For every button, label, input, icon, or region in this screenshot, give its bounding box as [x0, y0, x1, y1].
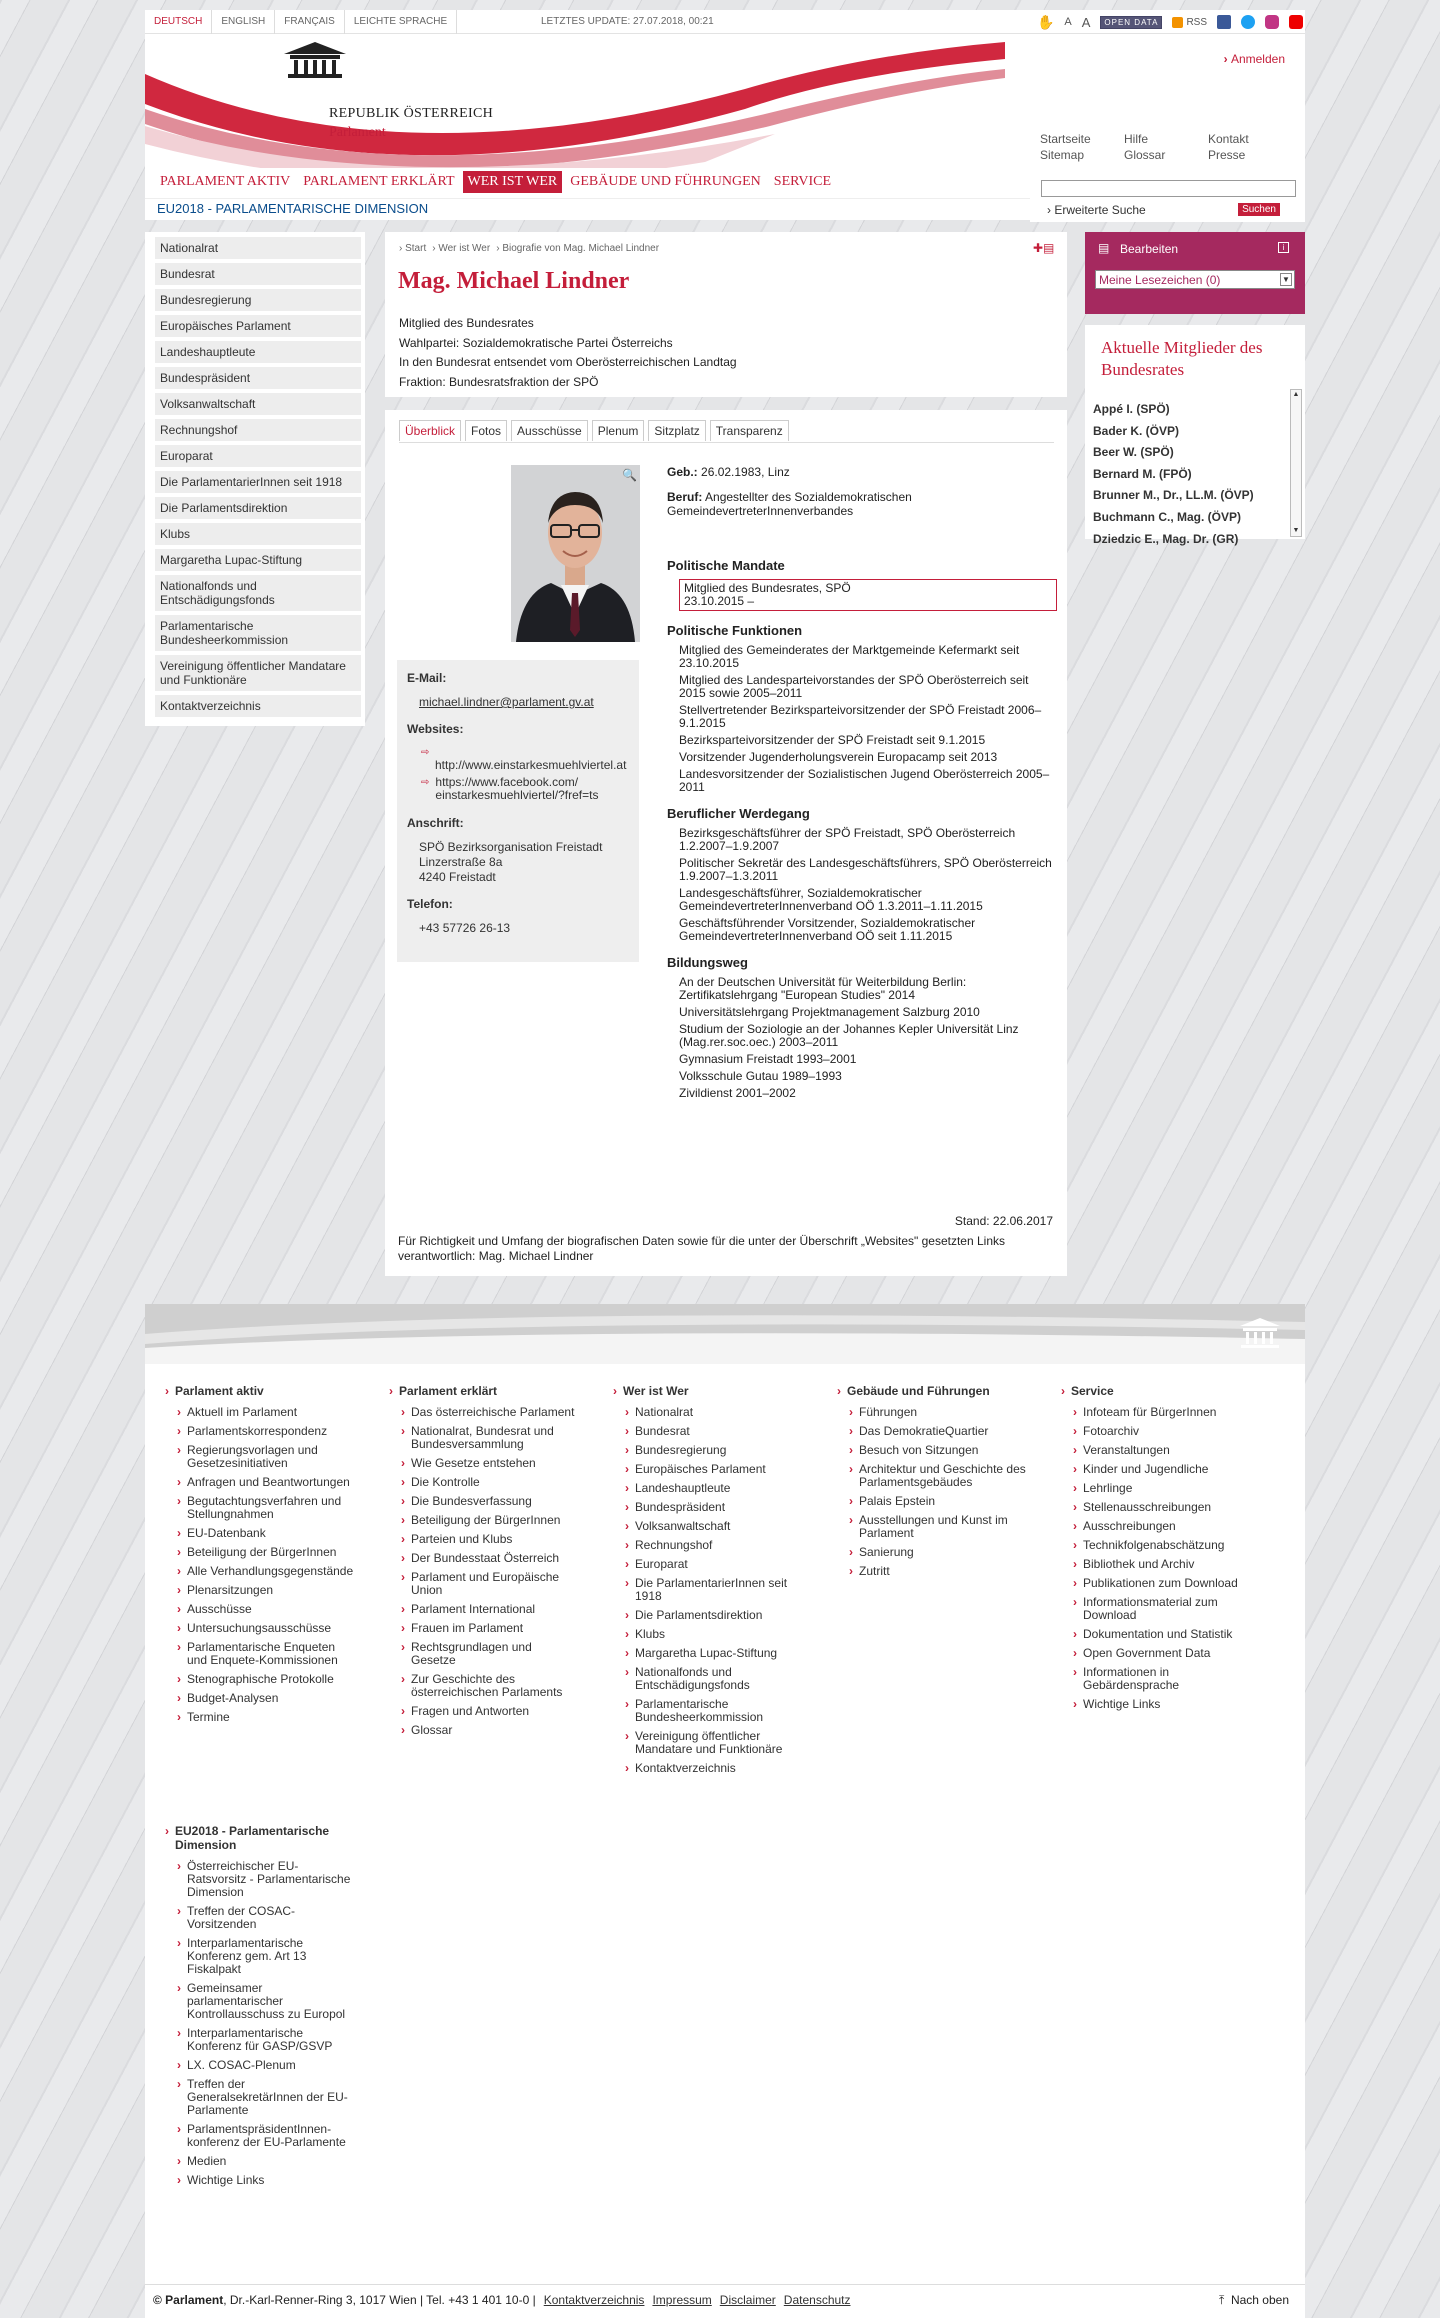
profile-info: [399, 314, 737, 392]
footer-link[interactable]: › Architektur und Geschichte des Parlamentsgebäudes: [837, 1463, 1027, 1489]
footer-link[interactable]: › Beteiligung der BürgerInnen: [165, 1546, 355, 1559]
facebook-icon[interactable]: [1217, 15, 1231, 29]
website-link[interactable]: http://www.einstarkesmuehlviertel.at: [435, 758, 627, 772]
footer-link[interactable]: › Parlamentarische Enqueten und Enquete-Kommissionen: [165, 1641, 355, 1667]
footer-link[interactable]: › Technikfolgenabschätzung: [1061, 1539, 1251, 1552]
mandate-line: Mitglied des Bundesrates, SPÖ: [684, 581, 851, 595]
link-startseite[interactable]: Startseite: [1040, 132, 1091, 146]
to-top-label: Nach oben: [1230, 2293, 1289, 2307]
login-label: Anmelden: [1230, 52, 1285, 66]
lang-deutsch[interactable]: DEUTSCH: [145, 10, 212, 34]
breadcrumb-item[interactable]: › Start: [399, 243, 427, 254]
lang-leichte-sprache[interactable]: LEICHTE SPRACHE: [345, 10, 457, 34]
footer-link[interactable]: › Sanierung: [837, 1546, 1027, 1559]
footer-heading[interactable]: › Parlament aktiv: [165, 1384, 355, 1398]
language-switcher: [145, 10, 457, 34]
footer-link[interactable]: › Parteien und Klubs: [389, 1533, 579, 1546]
nav-wer-ist-wer[interactable]: WER IST WER: [463, 171, 563, 193]
address-label: Anschrift:: [407, 816, 464, 830]
leftnav-item[interactable]: Europarat: [155, 445, 361, 467]
advanced-search-label: Erweiterte Suche: [1054, 203, 1146, 217]
footer-link[interactable]: › Untersuchungsausschüsse: [165, 1622, 355, 1635]
nav-service[interactable]: SERVICE: [773, 174, 832, 189]
footer-link[interactable]: › Anfragen und Beantwortungen: [165, 1476, 355, 1489]
members-title: Aktuelle Mitglieder des Bundesrates: [1101, 338, 1263, 379]
leftnav-item[interactable]: Nationalfonds und Entschädigungsfonds: [155, 575, 361, 611]
footer-link[interactable]: › Zur Geschichte des österreichischen Parlaments: [389, 1673, 579, 1699]
contact-box: [397, 660, 639, 962]
list-item: Mitglied des Gemeinderates der Marktgemeinde Kefermarkt seit 23.10.2015: [679, 643, 1020, 670]
footer-link[interactable]: › Volksanwaltschaft: [613, 1520, 803, 1533]
rss-label: RSS: [1186, 16, 1207, 28]
footer-link[interactable]: › Bundesrat: [613, 1425, 803, 1438]
footer-link[interactable]: › Margaretha Lupac-Stiftung: [613, 1647, 803, 1660]
footer-link[interactable]: › Termine: [165, 1711, 355, 1724]
footer-col-eu2018: [165, 1824, 355, 2193]
footer-link[interactable]: › Kontaktverzeichnis: [613, 1762, 803, 1775]
section-career: Beruflicher Werdegang: [667, 806, 810, 821]
leftnav-item[interactable]: Klubs: [155, 523, 361, 545]
leftnav-item[interactable]: Nationalrat: [155, 237, 361, 259]
footer-link[interactable]: › Palais Epstein: [837, 1495, 1027, 1508]
sign-language-icon[interactable]: ✋: [1036, 13, 1055, 30]
footer-link[interactable]: › Stellenausschreibungen: [1061, 1501, 1251, 1514]
tab-ausschuesse[interactable]: Ausschüsse: [511, 420, 588, 441]
list-item: Volksschule Gutau 1989–1993: [679, 1069, 842, 1083]
member-link[interactable]: Beer W. (SPÖ): [1093, 445, 1174, 460]
footer-link[interactable]: › Beteiligung der BürgerInnen: [389, 1514, 579, 1527]
phone: +43 57726 26-13: [419, 921, 511, 935]
leftnav-item[interactable]: Landeshauptleute: [155, 341, 361, 363]
edit-box: [1085, 232, 1305, 314]
footer-link[interactable]: › Nationalrat, Bundesrat und Bundesversammlung: [389, 1425, 579, 1451]
youtube-icon[interactable]: [1289, 15, 1303, 29]
list-item: Politischer Sekretär des Landesgeschäftsführers, SPÖ Oberösterreich 1.9.2007–1.3.2011: [679, 856, 1052, 883]
leftnav-item[interactable]: Parlamentarische Bundesheerkommission: [155, 615, 361, 651]
leftnav-item[interactable]: Bundespräsident: [155, 367, 361, 389]
breadcrumb-label: Start: [405, 243, 427, 254]
job-label: Beruf:: [667, 490, 703, 504]
link-sitemap[interactable]: Sitemap: [1040, 148, 1085, 162]
bookmarks-value: Meine Lesezeichen (0): [1099, 273, 1221, 287]
members-box: [1085, 325, 1305, 546]
footer-link[interactable]: › LX. COSAC-Plenum: [165, 2059, 355, 2072]
last-update: LETZTES UPDATE: 27.07.2018, 00:21: [541, 16, 714, 27]
scroll-up-icon[interactable]: ▲: [1292, 391, 1300, 398]
left-sidebar: [145, 232, 365, 726]
portrait-photo: [511, 465, 640, 642]
font-large-button[interactable]: A: [1081, 14, 1091, 30]
footer-heading[interactable]: › EU2018 - Parlamentarische Dimension: [165, 1824, 355, 1852]
footer-link[interactable]: › Parlamentarische Bundesheerkommission: [613, 1698, 803, 1724]
footer-link[interactable]: › Rechnungshof: [613, 1539, 803, 1552]
main-nav: [145, 168, 1305, 198]
footer-link[interactable]: › Die ParlamentarierInnen seit 1918: [613, 1577, 803, 1603]
top-icons: [1037, 10, 1305, 34]
leftnav-item[interactable]: Vereinigung öffentlicher Mandatare und Funktionäre: [155, 655, 361, 691]
twitter-icon[interactable]: [1241, 15, 1255, 29]
footer-link[interactable]: › Fragen und Antworten: [389, 1705, 579, 1718]
link-kontakt[interactable]: Kontakt: [1208, 132, 1249, 146]
bookmark-icon: ▤: [1098, 241, 1110, 255]
footer-heading[interactable]: › Wer ist Wer: [613, 1384, 803, 1398]
link-hilfe[interactable]: Hilfe: [1124, 132, 1149, 146]
profile-header: [385, 232, 1067, 397]
font-small-button[interactable]: A: [1064, 16, 1072, 28]
footer-link[interactable]: › Aktuell im Parlament: [165, 1406, 355, 1419]
footer-link[interactable]: › Rechtsgrundlagen und Gesetze: [389, 1641, 579, 1667]
footer-link[interactable]: › Führungen: [837, 1406, 1027, 1419]
list-item: An der Deutschen Universität für Weiterbildung Berlin: Zertifikatslehrgang "European Studies" 2014: [679, 975, 967, 1002]
member-link[interactable]: Bader K. (ÖVP): [1093, 423, 1180, 438]
list-item: Stellvertretender Bezirksparteivorsitzender der SPÖ Freistadt 2006–9.1.2015: [679, 703, 1042, 730]
info-line: Mitglied des Bundesrates: [399, 316, 534, 330]
nav-eu2018[interactable]: EU2018 - PARLAMENTARISCHE DIMENSION: [157, 201, 429, 216]
footer-link[interactable]: › Nationalfonds und Entschädigungsfonds: [613, 1666, 803, 1692]
scroll-down-icon[interactable]: ▼: [1292, 527, 1300, 534]
leftnav-item[interactable]: Die Parlamentsdirektion: [155, 497, 361, 519]
copyright-text: , Dr.-Karl-Renner-Ring 3, 1017 Wien | Tel. +43 1 401 10-0 |: [223, 2293, 536, 2307]
member-link[interactable]: Buchmann C., Mag. (ÖVP): [1093, 509, 1242, 524]
breadcrumb-item[interactable]: › Wer ist Wer: [432, 243, 491, 254]
lang-english[interactable]: ENGLISH: [212, 10, 275, 34]
websites-label: Websites:: [407, 722, 464, 736]
biography: [667, 465, 1057, 1104]
footer-link[interactable]: › Europäisches Parlament: [613, 1463, 803, 1476]
rss-icon: [1172, 17, 1183, 28]
tabs: [399, 420, 789, 441]
leftnav-item[interactable]: Die ParlamentarierInnen seit 1918: [155, 471, 361, 493]
footer-link[interactable]: › Open Government Data: [1061, 1647, 1251, 1660]
footer-link[interactable]: › Lehrlinge: [1061, 1482, 1251, 1495]
advanced-search-link[interactable]: › Erweiterte Suche: [1047, 203, 1146, 217]
footer-link[interactable]: › Medien: [165, 2155, 355, 2168]
nav-parlament-aktiv[interactable]: PARLAMENT AKTIV: [160, 174, 291, 189]
site-header: [145, 34, 1305, 184]
address: [407, 840, 629, 885]
footer-link[interactable]: › Parlamentskorrespondenz: [165, 1425, 355, 1438]
profile-detail: [385, 410, 1067, 1276]
born-label: Geb.:: [667, 465, 698, 479]
footer-link[interactable]: › Treffen der COSAC-Vorsitzenden: [165, 1905, 355, 1931]
footer-link[interactable]: › Glossar: [389, 1724, 579, 1737]
footer-link[interactable]: › Bibliothek und Archiv: [1061, 1558, 1251, 1571]
footer-link[interactable]: › Frauen im Parlament: [389, 1622, 579, 1635]
job-value: Angestellter des Sozialdemokratischen GemeindevertreterInnenverbandes: [667, 490, 912, 518]
footer-link[interactable]: › Alle Verhandlungsgegenstände: [165, 1565, 355, 1578]
born-value: 26.02.1983, Linz: [701, 465, 790, 479]
footer-link[interactable]: › Regierungsvorlagen und Gesetzesinitiativen: [165, 1444, 355, 1470]
footer-link[interactable]: › Informationen in Gebärdensprache: [1061, 1666, 1251, 1692]
add-bookmark-icon[interactable]: ✚▤: [1033, 241, 1055, 255]
footer-col-parlament-aktiv: [165, 1384, 355, 1730]
address-line: Linzerstraße 8a: [419, 855, 503, 869]
copyright: [153, 2293, 851, 2307]
list-item: Zivildienst 2001–2002: [679, 1086, 796, 1100]
sub-nav: [145, 198, 1030, 220]
job-info: [667, 490, 1057, 518]
footer-link[interactable]: › Informationsmaterial zum Download: [1061, 1596, 1251, 1622]
info-icon[interactable]: i: [1278, 242, 1289, 253]
leftnav-item[interactable]: Kontaktverzeichnis: [155, 695, 361, 717]
footer-link-kontakt[interactable]: Kontaktverzeichnis: [543, 2293, 645, 2307]
footer-link[interactable]: › ParlamentspräsidentInnen-konferenz der EU-Parlamente: [165, 2123, 355, 2149]
link-presse[interactable]: Presse: [1208, 148, 1246, 162]
link-glossar[interactable]: Glossar: [1124, 148, 1166, 162]
page-title: Mag. Michael Lindner: [398, 268, 630, 294]
footer-link[interactable]: › Begutachtungsverfahren und Stellungnahmen: [165, 1495, 355, 1521]
list-item: Studium der Soziologie an der Johannes Kepler Universität Linz (Mag.rer.soc.oec.) 2003–2011: [679, 1022, 1019, 1049]
leftnav-item[interactable]: Margaretha Lupac-Stiftung: [155, 549, 361, 571]
bio-disclaimer: Für Richtigkeit und Umfang der biografischen Daten sowie für die unter der Überschrift „Websites" gesetzten Links verantwortlich: Mag. Michael Lindner: [398, 1234, 1005, 1263]
footer-link[interactable]: › Treffen der GeneralsekretärInnen der EU-Parlamente: [165, 2078, 355, 2117]
search-row: [1030, 198, 1305, 222]
footer-link[interactable]: › Bundesregierung: [613, 1444, 803, 1457]
footer-link[interactable]: › Interparlamentarische Konferenz für GASP/GSVP: [165, 2027, 355, 2053]
footer-link[interactable]: › Der Bundesstaat Österreich: [389, 1552, 579, 1565]
mandate-box: [679, 579, 1057, 611]
email-label: E-Mail:: [407, 671, 447, 685]
footer-col-gebaeude: [837, 1384, 1027, 1584]
footer-link[interactable]: › Die Parlamentsdirektion: [613, 1609, 803, 1622]
leftnav-item[interactable]: Rechnungshof: [155, 419, 361, 441]
tab-plenum[interactable]: Plenum: [592, 420, 645, 441]
list-item: Bezirksgeschäftsführer der SPÖ Freistadt, SPÖ Oberösterreich 1.2.2007–1.9.2007: [679, 826, 1016, 853]
footer: [145, 1364, 1305, 2284]
list-item: Vorsitzender Jugenderholungsverein Europacamp seit 2013: [679, 750, 998, 764]
footer-heading[interactable]: › Parlament erklärt: [389, 1384, 579, 1398]
footer-banner: [145, 1304, 1305, 1364]
list-item: Mitglied des Landesparteivorstandes der SPÖ Oberösterreich seit 2015 sowie 2005–2011: [679, 673, 1029, 700]
footer-link-datenschutz[interactable]: Datenschutz: [783, 2293, 851, 2307]
footer-link[interactable]: › Die Kontrolle: [389, 1476, 579, 1489]
footer-link[interactable]: › Die Bundesverfassung: [389, 1495, 579, 1508]
leftnav-item[interactable]: Europäisches Parlament: [155, 315, 361, 337]
service-links: [1040, 132, 1292, 162]
footer-link[interactable]: › Plenarsitzungen: [165, 1584, 355, 1597]
nav-parlament-erklaert[interactable]: PARLAMENT ERKLÄRT: [303, 174, 455, 189]
footer-col-parlament-erklaert: [389, 1384, 579, 1743]
lang-francais[interactable]: FRANÇAIS: [275, 10, 345, 34]
list-item: Landesgeschäftsführer, Sozialdemokratischer GemeindevertreterInnenverband OÖ 1.3.2011–1.11.2015: [679, 886, 983, 913]
footer-link[interactable]: › Ausstellungen und Kunst im Parlament: [837, 1514, 1027, 1540]
footer-link[interactable]: › Parlament International: [389, 1603, 579, 1616]
search-button[interactable]: Suchen: [1238, 203, 1280, 216]
section-education: Bildungsweg: [667, 955, 748, 970]
arrow-up-icon: ⤒: [1218, 2293, 1225, 2307]
external-link-icon: ⇨: [421, 747, 430, 758]
list-item: Gymnasium Freistadt 1993–2001: [679, 1052, 857, 1066]
footer-link[interactable]: › Kinder und Jugendliche: [1061, 1463, 1251, 1476]
brand-parlament: Parlament: [329, 125, 386, 140]
footer-link-impressum[interactable]: Impressum: [652, 2293, 712, 2307]
footer-link[interactable]: › Stenographische Protokolle: [165, 1673, 355, 1686]
tab-fotos[interactable]: Fotos: [465, 420, 507, 441]
brand-republik: REPUBLIK ÖSTERREICH: [329, 106, 493, 121]
footer-link[interactable]: › Gemeinsamer parlamentarischer Kontrollausschuss zu Europol: [165, 1982, 355, 2021]
section-functions: Politische Funktionen: [667, 623, 803, 638]
footer-link[interactable]: › Publikationen zum Download: [1061, 1577, 1251, 1590]
stand-date: Stand: 22.06.2017: [954, 1214, 1053, 1228]
footer-link[interactable]: › Besuch von Sitzungen: [837, 1444, 1027, 1457]
copyright-owner: © Parlament: [153, 2293, 224, 2307]
login-link[interactable]: › Anmelden: [1223, 52, 1285, 66]
footer-link[interactable]: › Österreichischer EU-Ratsvorsitz - Parlamentarische Dimension: [165, 1860, 355, 1899]
footer-link[interactable]: › Fotoarchiv: [1061, 1425, 1251, 1438]
tab-ueberblick[interactable]: Überblick: [399, 420, 461, 441]
website-link[interactable]: https://www.facebook.com/ einstarkesmuehlviertel/?fref=ts: [435, 775, 599, 802]
footer-heading[interactable]: › Service: [1061, 1384, 1251, 1398]
search-input[interactable]: [1041, 180, 1296, 197]
list-item: Bezirksparteivorsitzender der SPÖ Freistadt seit 9.1.2015: [679, 733, 986, 747]
footer-link[interactable]: › Bundespräsident: [613, 1501, 803, 1514]
list-item: Landesvorsitzender der Sozialistischen Jugend Oberösterreich 2005–2011: [679, 767, 1050, 794]
leftnav-item[interactable]: Bundesrat: [155, 263, 361, 285]
footer-heading[interactable]: › Gebäude und Führungen: [837, 1384, 1027, 1398]
parliament-logo-icon: [280, 40, 350, 80]
footer-col-service: [1061, 1384, 1251, 1717]
footer-link[interactable]: › Zutritt: [837, 1565, 1027, 1578]
footer-link[interactable]: › Wichtige Links: [165, 2174, 355, 2187]
footer-link[interactable]: › Interparlamentarische Konferenz gem. Art 13 Fiskalpakt: [165, 1937, 355, 1976]
footer-link[interactable]: › Dokumentation und Statistik: [1061, 1628, 1251, 1641]
members-scrollbar[interactable]: [1290, 389, 1302, 537]
breadcrumb: [399, 243, 659, 254]
top-bar: [145, 10, 1305, 34]
footer-link[interactable]: › Landeshauptleute: [613, 1482, 803, 1495]
member-link[interactable]: Appé I. (SPÖ): [1093, 402, 1170, 416]
list-item: Geschäftsführender Vorsitzender, Sozialdemokratischer GemeindevertreterInnenverband OÖ seit 1.11.2015: [679, 916, 976, 943]
instagram-icon[interactable]: [1265, 15, 1279, 29]
tab-sitzplatz[interactable]: Sitzplatz: [648, 420, 705, 441]
edit-label[interactable]: Bearbeiten: [1120, 242, 1179, 256]
tab-divider: [399, 442, 1054, 443]
breadcrumb-item: › Biografie von Mag. Michael Lindner: [496, 243, 660, 254]
footer-link[interactable]: › Budget-Analysen: [165, 1692, 355, 1705]
address-line: SPÖ Bezirksorganisation Freistadt: [419, 840, 603, 854]
member-link[interactable]: Brunner M., Dr., LL.M. (ÖVP): [1093, 488, 1254, 503]
footer-link[interactable]: › Ausschreibungen: [1061, 1520, 1251, 1533]
section-mandates: Politische Mandate: [667, 558, 785, 573]
info-line: Wahlpartei: Sozialdemokratische Partei Österreichs: [399, 335, 673, 350]
chevron-down-icon: ▼: [1280, 273, 1292, 286]
tab-transparenz[interactable]: Transparenz: [710, 420, 789, 441]
footer-col-wer-ist-wer: [613, 1384, 803, 1781]
leftnav-item[interactable]: Bundesregierung: [155, 289, 361, 311]
open-data-link[interactable]: OPEN DATA: [1100, 16, 1162, 29]
address-line: 4240 Freistadt: [419, 870, 496, 884]
footer-link-disclaimer[interactable]: Disclaimer: [719, 2293, 776, 2307]
footer-link[interactable]: › Das österreichische Parlament: [389, 1406, 579, 1419]
external-link-icon: ⇨: [421, 777, 430, 788]
footer-link[interactable]: › Wichtige Links: [1061, 1698, 1251, 1711]
info-line: Fraktion: Bundesratsfraktion der SPÖ: [399, 374, 599, 389]
breadcrumb-label: Biografie von Mag. Michael Lindner: [502, 243, 660, 254]
footer-link[interactable]: › EU-Datenbank: [165, 1527, 355, 1540]
member-link[interactable]: Dziedzic E., Mag. Dr. (GR): [1093, 531, 1239, 546]
email-link[interactable]: michael.lindner@parlament.gv.at: [419, 695, 594, 709]
footer-link[interactable]: › Parlament und Europäische Union: [389, 1571, 579, 1597]
zoom-icon[interactable]: 🔍: [622, 468, 637, 482]
birth-info: [667, 465, 1057, 479]
members-list: [1093, 399, 1288, 546]
footer-link[interactable]: › Europarat: [613, 1558, 803, 1571]
leftnav-item[interactable]: Volksanwaltschaft: [155, 393, 361, 415]
footer-link[interactable]: › Klubs: [613, 1628, 803, 1641]
footer-link[interactable]: › Infoteam für BürgerInnen: [1061, 1406, 1251, 1419]
list-item: Universitätslehrgang Projektmanagement Salzburg 2010: [679, 1005, 980, 1019]
footer-link[interactable]: › Vereinigung öffentlicher Mandatare und Funktionäre: [613, 1730, 803, 1756]
rss-link[interactable]: [1172, 17, 1207, 28]
mandate-line: 23.10.2015 –: [684, 594, 755, 608]
footer-link[interactable]: › Nationalrat: [613, 1406, 803, 1419]
footer-bottom: [145, 2284, 1305, 2318]
breadcrumb-label: Wer ist Wer: [438, 243, 491, 254]
back-to-top-link[interactable]: [1219, 2293, 1289, 2308]
footer-link[interactable]: › Das DemokratieQuartier: [837, 1425, 1027, 1438]
footer-link[interactable]: › Ausschüsse: [165, 1603, 355, 1616]
info-line: In den Bundesrat entsendet vom Oberösterreichischen Landtag: [399, 355, 737, 369]
footer-link[interactable]: › Wie Gesetze entstehen: [389, 1457, 579, 1470]
bookmarks-select[interactable]: [1095, 270, 1295, 289]
phone-label: Telefon:: [407, 897, 453, 911]
member-link[interactable]: Bernard M. (FPÖ): [1093, 466, 1192, 481]
nav-gebaeude[interactable]: GEBÄUDE UND FÜHRUNGEN: [570, 174, 761, 189]
footer-link[interactable]: › Veranstaltungen: [1061, 1444, 1251, 1457]
